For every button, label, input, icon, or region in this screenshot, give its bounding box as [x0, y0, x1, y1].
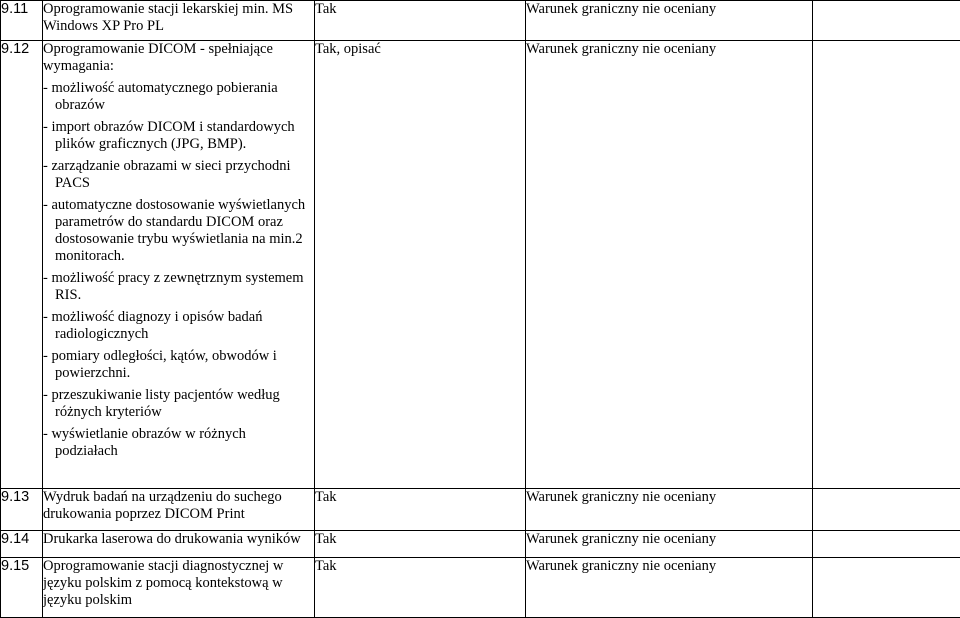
required-value: Tak	[315, 531, 526, 558]
description-line: języku polskim	[43, 592, 314, 609]
offered-value-cell	[813, 489, 960, 531]
table-row	[1, 489, 960, 531]
evaluation-rule: Warunek graniczny nie oceniany	[526, 489, 813, 531]
row-number: 9.12	[1, 41, 43, 489]
row-description	[43, 41, 315, 489]
evaluation-rule: Warunek graniczny nie oceniany	[526, 531, 813, 558]
required-value: Tak	[315, 1, 526, 41]
required-value: Tak	[315, 489, 526, 531]
table-row	[1, 531, 960, 558]
offered-value-cell	[813, 558, 960, 618]
row-number: 9.14	[1, 531, 43, 558]
requirement-item: - zarządzanie obrazami w sieci przychodni PACS	[43, 158, 314, 192]
description-line: wymagania:	[43, 58, 314, 75]
evaluation-rule: Warunek graniczny nie oceniany	[526, 558, 813, 618]
row-description	[43, 1, 315, 41]
description-line: Oprogramowanie stacji diagnostycznej w	[43, 558, 314, 575]
description-line: drukowania poprzez DICOM Print	[43, 506, 314, 523]
requirement-item: - możliwość diagnozy i opisów badań radiologicznych	[43, 309, 314, 343]
row-number: 9.13	[1, 489, 43, 531]
row-number: 9.15	[1, 558, 43, 618]
requirement-item: - przeszukiwanie listy pacjentów według różnych kryteriów	[43, 387, 314, 421]
requirement-item: - import obrazów DICOM i standardowych plików graficznych (JPG, BMP).	[43, 119, 314, 153]
required-value: Tak	[315, 558, 526, 618]
table-row	[1, 41, 960, 489]
offered-value-cell	[813, 1, 960, 41]
evaluation-rule: Warunek graniczny nie oceniany	[526, 1, 813, 41]
table-row	[1, 1, 960, 41]
offered-value-cell	[813, 531, 960, 558]
requirement-item: - pomiary odległości, kątów, obwodów i powierzchni.	[43, 348, 314, 382]
description-line: Drukarka laserowa do drukowania wyników	[43, 531, 314, 548]
requirement-item: - możliwość pracy z zewnętrznym systemem RIS.	[43, 270, 314, 304]
required-value: Tak, opisać	[315, 41, 526, 489]
requirement-item: - wyświetlanie obrazów w różnych podziałach	[43, 426, 314, 460]
description-line: Oprogramowanie DICOM - spełniające	[43, 41, 314, 58]
row-number: 9.11	[1, 1, 43, 41]
description-line: języku polskim z pomocą kontekstową w	[43, 575, 314, 592]
requirement-item: - automatyczne dostosowanie wyświetlanych parametrów do standardu DICOM oraz dostosowanie trybu wyświetlania na min.2 monitorach.	[43, 197, 314, 265]
evaluation-rule: Warunek graniczny nie oceniany	[526, 41, 813, 489]
table-row	[1, 558, 960, 618]
offered-value-cell	[813, 41, 960, 489]
requirement-item: - możliwość automatycznego pobierania obrazów	[43, 80, 314, 114]
description-line: Oprogramowanie stacji lekarskiej min. MS	[43, 1, 314, 18]
description-line: Wydruk badań na urządzeniu do suchego	[43, 489, 314, 506]
description-line: Windows XP Pro PL	[43, 18, 314, 35]
row-description	[43, 531, 315, 558]
row-description	[43, 489, 315, 531]
row-description	[43, 558, 315, 618]
